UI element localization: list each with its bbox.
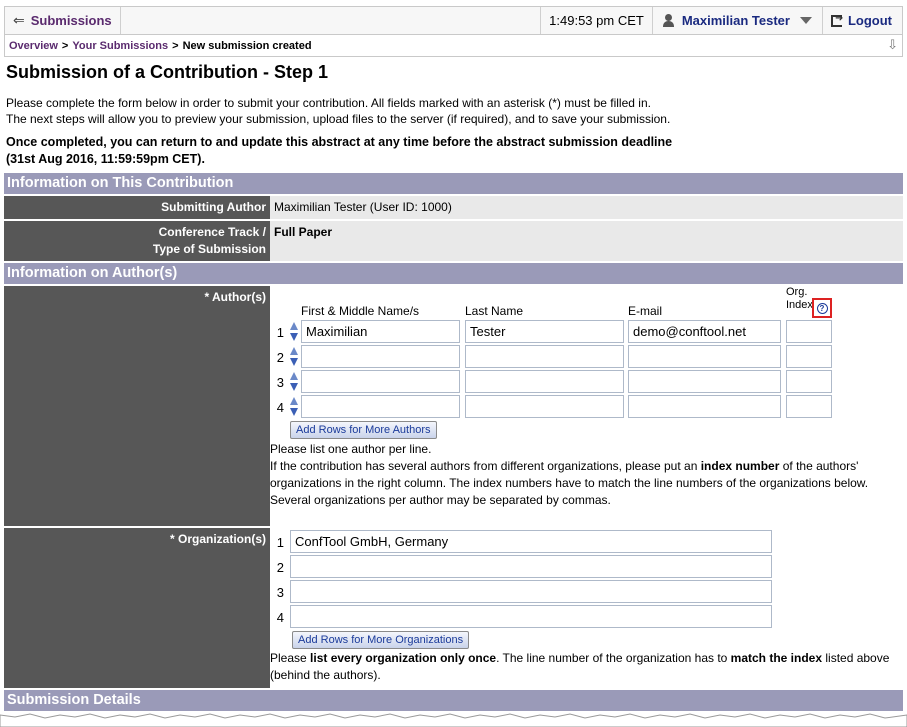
reorder-arrows-icon[interactable] [290,397,299,417]
organization-row-number: 4 [276,610,284,625]
page-title: Submission of a Contribution - Step 1 [6,62,328,82]
col-first-name: First & Middle Name/s [301,304,420,318]
author-email-input[interactable] [628,395,781,418]
organization-row-number: 1 [276,535,284,550]
deadline-note [6,134,896,168]
org-help-pre: Please [270,651,311,665]
breadcrumb-current: New submission created [182,39,312,52]
section-author-info: Information on Author(s) [4,263,903,286]
torn-page-edge [0,712,907,727]
organization-input[interactable] [290,555,772,578]
author-first-name-input[interactable] [301,395,460,418]
conference-track-label-line-2: Type of Submission [152,242,266,256]
logout-icon [831,15,842,27]
breadcrumb [4,35,903,57]
author-org-index-input[interactable] [786,320,832,343]
org-help-bold-2: match the index [730,651,823,665]
conference-track-label-line-1: Conference Track / [158,225,266,239]
section-submission-details: Submission Details [4,690,903,713]
author-row-number: 4 [276,400,284,415]
logout-label: Logout [847,13,892,28]
authors-help-line-2-pre: If the contribution has several authors from different organizations, please put an [270,459,701,473]
org-help-bold-1: list every organization only once [310,651,497,665]
user-menu[interactable] [653,7,823,34]
authors-help-text [270,441,890,509]
organizations-help-text [270,650,890,684]
topbar-spacer [121,7,542,34]
author-email-input[interactable] [628,345,781,368]
intro-line-2: The next steps will allow you to preview your submission, upload files to the server (if required), and to save your submission. [6,112,671,126]
author-row-number: 2 [276,350,284,365]
submissions-link[interactable] [5,7,121,34]
chevron-down-icon [800,17,812,24]
organization-input[interactable] [290,605,772,628]
author-first-name-input[interactable] [301,370,460,393]
author-email-input[interactable] [628,320,781,343]
reorder-arrows-icon[interactable] [290,322,299,342]
authors-field [270,286,903,526]
organization-input[interactable] [290,530,772,553]
submissions-label: Submissions [30,13,112,28]
breadcrumb-overview[interactable]: Overview [9,39,58,52]
organization-input[interactable] [290,580,772,603]
breadcrumb-separator: > [61,39,69,52]
authors-help-line-1: Please list one author per line. [270,442,432,456]
author-row-number: 3 [276,375,284,390]
org-index-help-button[interactable] [812,298,832,318]
authors-help-line-2-post: of the authors' organizations in the right column. The index numbers have to match the line numbers of the organizations below. [270,459,869,490]
back-arrow-icon: ⇐ [13,12,25,28]
deadline-note-line-1: Once completed, you can return to and update this abstract at any time before the abstract submission deadline [6,135,673,149]
author-last-name-input[interactable] [465,395,624,418]
organizations-field [270,528,903,688]
server-time: 1:49:53 pm CET [541,7,653,34]
author-email-input[interactable] [628,370,781,393]
author-row-number: 1 [276,325,284,340]
authors-row [4,286,903,528]
section-contribution-info: Information on This Contribution [4,173,903,196]
author-last-name-input[interactable] [465,320,624,343]
conference-track-value: Full Paper [270,221,903,261]
author-first-name-input[interactable] [301,320,460,343]
authors-help-line-3: Several organizations per author may be separated by commas. [270,493,611,507]
org-help-post: listed above (behind the authors). [270,651,890,682]
col-org-index [786,286,813,312]
download-icon[interactable]: ⇩ [887,37,898,52]
author-first-name-input[interactable] [301,345,460,368]
add-author-rows-button[interactable]: Add Rows for More Authors [290,421,437,439]
breadcrumb-your-submissions[interactable]: Your Submissions [72,39,169,52]
reorder-arrows-icon[interactable] [290,372,299,392]
organization-row-number: 3 [276,585,284,600]
user-icon [663,14,674,27]
top-navigation-bar [4,6,903,35]
author-last-name-input[interactable] [465,370,624,393]
col-last-name: Last Name [465,304,524,318]
conference-track-label [4,221,270,261]
intro-line-1: Please complete the form below in order to submit your contribution. All fields marked with an asterisk (*) must be filled in. [6,96,651,110]
authors-help-line-2 [270,458,890,492]
organizations-row [4,528,903,690]
add-organization-rows-button[interactable]: Add Rows for More Organizations [292,631,469,649]
col-org-index-line-1: Org. [786,286,808,298]
reorder-arrows-icon[interactable] [290,347,299,367]
author-org-index-input[interactable] [786,345,832,368]
authors-label: * Author(s) [4,286,270,526]
author-org-index-input[interactable] [786,395,832,418]
submitting-author-label: Submitting Author [4,196,270,219]
conference-track-row [4,221,903,263]
col-email: E-mail [628,304,663,318]
submission-form [4,173,903,713]
user-name: Maximilian Tester [681,13,790,28]
organization-row-number: 2 [276,560,284,575]
org-help-mid: . The line number of the organization has to [496,651,731,665]
col-org-index-line-2: Index [786,299,813,311]
breadcrumb-separator: > [172,39,179,52]
intro-text [6,95,896,127]
submitting-author-row [4,196,903,221]
organizations-label: * Organization(s) [4,528,270,688]
logout-button[interactable] [823,7,902,34]
deadline-note-line-2: (31st Aug 2016, 11:59:59pm CET). [6,152,205,166]
author-last-name-input[interactable] [465,345,624,368]
submitting-author-value: Maximilian Tester (User ID: 1000) [270,196,903,219]
authors-help-line-2-bold: index number [700,459,780,473]
author-org-index-input[interactable] [786,370,832,393]
help-icon: ? [817,303,828,314]
